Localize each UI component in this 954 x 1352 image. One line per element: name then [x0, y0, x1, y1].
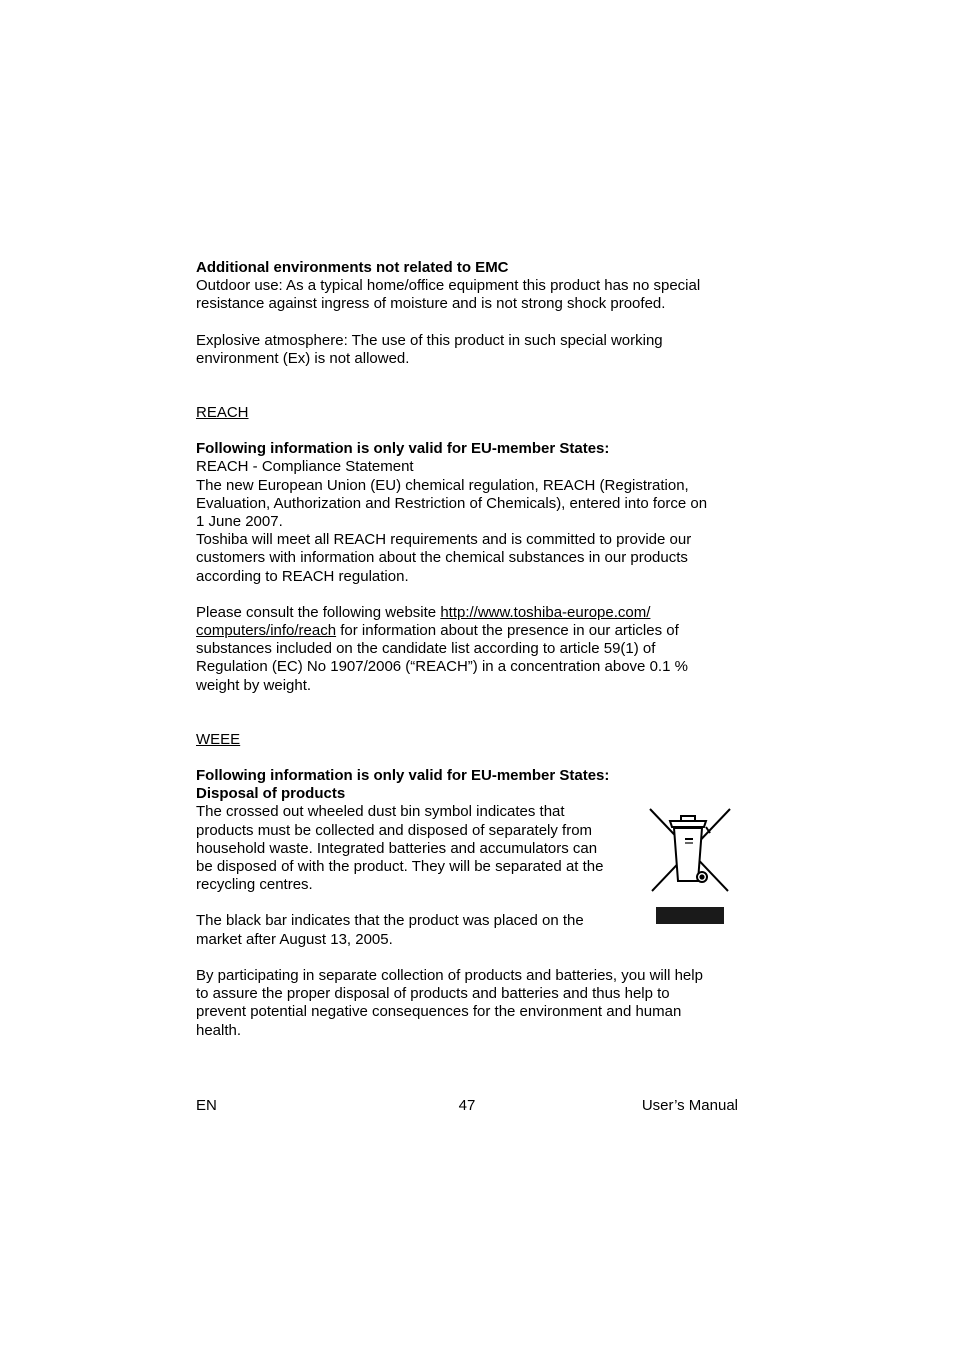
weee-text [196, 803, 631, 948]
explosive-line-1: Explosive atmosphere: The use of this product in such special working [196, 331, 663, 349]
reach-compliance-title: REACH - Compliance Statement [196, 458, 414, 476]
reach-line: Toshiba will meet all REACH requirements and is committed to provide our [196, 531, 692, 549]
reach-line: 1 June 2007. [196, 513, 283, 531]
crossed-wheeled-bin-icon [648, 807, 732, 893]
outdoor-line-2: resistance against ingress of moisture and is not strong shock proofed. [196, 295, 666, 313]
reach-section-title: REACH [196, 404, 249, 422]
weee-valid-note: Following information is only valid for EU-member States: [196, 767, 610, 785]
env-heading: Additional environments not related to EMC [196, 259, 509, 276]
reach-consult-line-2 [196, 622, 738, 640]
participate-line: prevent potential negative consequences for the environment and human [196, 1003, 682, 1021]
bin-line: products must be collected and disposed of separately from [196, 821, 593, 839]
reach-consult-line-1 [196, 604, 738, 622]
page-footer [196, 1097, 738, 1117]
disposal-heading: Disposal of products [196, 785, 346, 803]
bin-line: household waste. Integrated batteries and accumulators can [196, 839, 598, 857]
reach-line: customers with information about the chemical substances in our products [196, 549, 688, 567]
reach-consult-line: substances included on the candidate list according to article 59(1) of [196, 640, 656, 658]
participate-line: By participating in separate collection of products and batteries, you will help [196, 966, 703, 984]
consult-suffix: for information about the presence in our articles of [336, 622, 679, 640]
weee-section-title: WEEE [196, 730, 241, 748]
bin-line: be disposed of with the product. They will be separated at the [196, 858, 604, 876]
bin-line: The crossed out wheeled dust bin symbol indicates that [196, 803, 565, 821]
footer-language: EN [196, 1097, 217, 1114]
participate-line: to assure the proper disposal of products and batteries and thus help to [196, 985, 670, 1003]
footer-page-number: 47 [458, 1097, 476, 1114]
footer-manual-title: User’s Manual [641, 1097, 738, 1114]
bar-line-1: The black bar indicates that the product was placed on the [196, 912, 584, 930]
explosive-line-2: environment (Ex) is not allowed. [196, 349, 410, 367]
weee-block [196, 785, 738, 949]
reach-valid-note: Following information is only valid for EU-member States: [196, 440, 610, 458]
page-content [196, 259, 738, 1040]
reach-consult-line: Regulation (EC) No 1907/2006 (“REACH”) in a concentration above 0.1 % [196, 658, 688, 676]
outdoor-line-1: Outdoor use: As a typical home/office equipment this product has no special [196, 277, 701, 295]
reach-link-part-2[interactable]: computers/info/reach [196, 622, 337, 640]
black-bar [656, 907, 724, 924]
reach-link-part-1[interactable]: http://www.toshiba-europe.com/ [440, 603, 651, 621]
reach-line: The new European Union (EU) chemical regulation, REACH (Registration, [196, 476, 689, 494]
reach-line: according to REACH regulation. [196, 567, 409, 585]
consult-prefix: Please consult the following website [196, 603, 441, 621]
reach-consult-line: weight by weight. [196, 676, 312, 694]
bin-line: recycling centres. [196, 876, 313, 894]
reach-line: Evaluation, Authorization and Restriction of Chemicals), entered into force on [196, 494, 708, 512]
bar-line-2: market after August 13, 2005. [196, 930, 393, 948]
participate-line: health. [196, 1021, 242, 1039]
